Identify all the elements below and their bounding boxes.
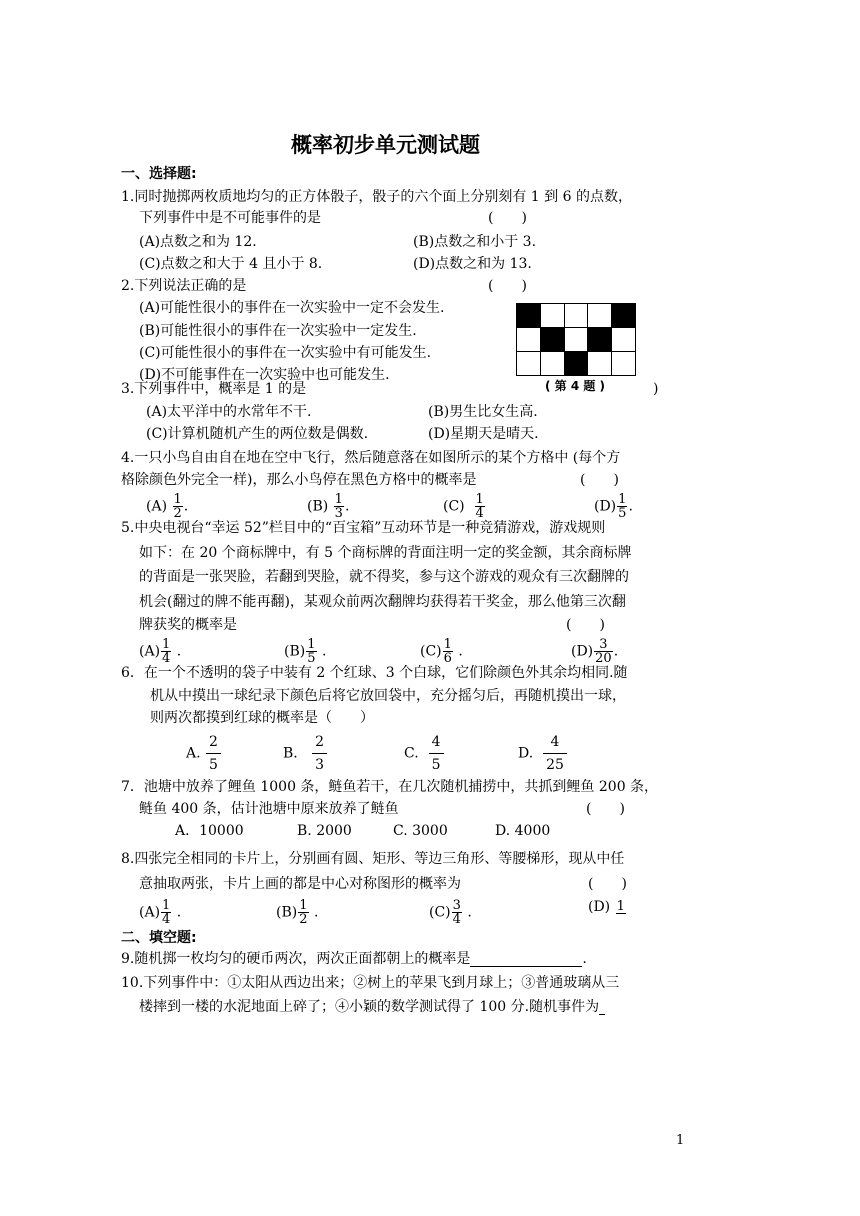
option-c: C. 3000 <box>393 823 448 839</box>
option-c: (C) $\frac{3}{4}$ . <box>429 898 472 927</box>
option-d: (D) 1 <box>588 899 625 915</box>
option-a: (A) $\frac{1}{2}$ . <box>146 492 189 521</box>
question-text: 1.同时抛掷两枚质地均匀的正方体骰子，骰子的六个面上分别刻有 1 到 6 的点数， <box>121 189 632 205</box>
option-a: (A)太平洋中的水常年不干. <box>146 404 312 420</box>
option-d: (D) $\frac{3}{20}$ . <box>571 637 619 666</box>
question-text: 6．在一个不透明的袋子中装有 2 个红球、3 个白球，它们除颜色外其余均相同.随 <box>121 665 628 681</box>
grid-cell-black <box>611 303 636 328</box>
question-text: 意抽取两张，卡片上画的都是中心对称图形的概率为 <box>139 876 461 892</box>
question-text: 8.四张完全相同的卡片上，分别画有圆、矩形、等边三角形、等腰梯形，现从中任 <box>121 851 625 867</box>
option-d: D. 4000 <box>495 823 551 839</box>
option-d: (D) $\frac{1}{5}$ . <box>594 492 633 521</box>
page-title: 概率初步单元测试题 <box>291 133 480 157</box>
option-a: (A) $\frac{1}{4}$ . <box>139 898 182 927</box>
figure-caption: ( 第 4 题 ) <box>545 379 606 393</box>
question-text: 4.一只小鸟自由自在地在空中飞行，然后随意落在如图所示的某个方格中 (每个方 <box>121 450 621 466</box>
question-text: 则两次都摸到红球的概率是（ ） <box>150 710 374 726</box>
answer-paren: ( ) <box>580 472 619 488</box>
question-text: 鲢鱼 400 条，估计池塘中原来放养了鲢鱼 <box>139 801 399 817</box>
section-heading-choice: 一、选择题: <box>121 166 197 182</box>
grid-cell-white <box>564 303 589 328</box>
question-text: 3.下列事件中，概率是 1 的是 <box>121 381 307 397</box>
option-b: (B) $\frac{1}{5}$ . <box>284 637 327 666</box>
option-b: (B)点数之和小于 3. <box>413 234 537 250</box>
option-d: (D)点数之和为 13. <box>413 256 532 272</box>
grid-cell-white <box>587 303 612 328</box>
grid-cell-black <box>540 327 565 352</box>
grid-cell-white <box>516 351 541 376</box>
option-b: (B) $\frac{1}{2}$ . <box>276 898 319 927</box>
answer-blank[interactable] <box>470 952 582 967</box>
answer-paren: ( ) <box>586 801 625 817</box>
option-c: (C) $\frac{1}{4}$ <box>443 492 484 521</box>
grid-cell-white <box>564 327 589 352</box>
option-a: (A)点数之和为 12. <box>139 234 257 250</box>
grid-cell-black <box>587 327 612 352</box>
grid-cell-white <box>540 351 565 376</box>
question-text: 7．池塘中放养了鲤鱼 1000 条，鲢鱼若干，在几次随机捕捞中，共抓到鲤鱼 200 条， <box>121 779 659 795</box>
grid-cell-white <box>540 303 565 328</box>
question-text: 牌获奖的概率是 <box>139 617 237 633</box>
grid-cell-black <box>564 351 589 376</box>
option-c: (C)可能性很小的事件在一次实验中有可能发生. <box>139 345 432 361</box>
section-heading-fill: 二、填空题: <box>121 930 197 946</box>
option-d: (D)星期天是晴天. <box>428 426 539 442</box>
grid-cell-white <box>587 351 612 376</box>
option-b: B. $\frac{2}{3}$ <box>283 733 328 774</box>
question-text: 楼摔到一楼的水泥地面上碎了；④小颖的数学测试得了 100 分.随机事件为 <box>139 999 605 1015</box>
option-b: (B)可能性很小的事件在一次实验中一定发生. <box>139 323 417 339</box>
answer-paren: ( ) <box>588 876 627 892</box>
grid-cell-white <box>516 327 541 352</box>
question-text: 机从中摸出一球纪录下颜色后将它放回袋中，充分摇匀后，再随机摸出一球， <box>150 688 626 704</box>
option-d: D. $\frac{4}{25}$ <box>518 733 568 774</box>
question-text: 2.下列说法正确的是 <box>121 278 247 294</box>
answer-paren: ) <box>653 381 659 397</box>
grid-cell-white <box>611 351 636 376</box>
option-c: C. $\frac{4}{5}$ <box>404 733 445 774</box>
option-b: (B) $\frac{1}{3}$ . <box>307 492 350 521</box>
question-text: 5.中央电视台“幸运 52”栏目中的“百宝箱”互动环节是一种竞猜游戏，游戏规则 <box>121 520 606 536</box>
question-text: 的背面是一张哭脸，若翻到哭脸，就不得奖，参与这个游戏的观众有三次翻牌的 <box>139 569 629 585</box>
option-a: (A) $\frac{1}{4}$ . <box>139 637 182 666</box>
question-text: 如下：在 20 个商标牌中，有 5 个商标牌的背面注明一定的奖金额，其余商标牌 <box>139 545 632 561</box>
option-c: (C)计算机随机产生的两位数是偶数. <box>146 426 369 442</box>
question-9: 9.随机掷一枚均匀的硬币两次，两次正面都朝上的概率是 . <box>121 951 587 967</box>
page-number: 1 <box>676 1133 685 1148</box>
option-a: A．10000 <box>175 823 244 839</box>
option-a: A. $\frac{2}{5}$ <box>186 733 222 774</box>
grid-cell-white <box>611 327 636 352</box>
question-text: 10.下列事件中：①太阳从西边出来；②树上的苹果飞到月球上；③普通玻璃从三 <box>121 975 620 991</box>
answer-paren: ( ) <box>488 278 527 294</box>
figure-grid <box>516 303 635 375</box>
question-text: 格除颜色外完全一样)，那么小鸟停在黑色方格中的概率是 <box>121 472 477 488</box>
option-c: (C) $\frac{1}{6}$ . <box>420 637 463 666</box>
answer-paren: ( ) <box>566 617 605 633</box>
question-text: 机会(翻过的牌不能再翻)，某观众前两次翻牌均获得若干奖金，那么他第三次翻 <box>139 594 626 610</box>
option-d: (D)不可能事件在一次实验中也可能发生. <box>139 367 390 383</box>
option-b: (B)男生比女生高. <box>428 404 538 420</box>
answer-blank[interactable] <box>599 1000 605 1015</box>
option-b: B. 2000 <box>297 823 352 839</box>
option-a: (A)可能性很小的事件在一次实验中一定不会发生. <box>139 300 445 316</box>
option-c: (C)点数之和大于 4 且小于 8. <box>139 256 323 272</box>
grid-cell-black <box>516 303 541 328</box>
answer-paren: ( ) <box>488 210 527 226</box>
question-text: 下列事件中是不可能事件的是 <box>139 210 321 226</box>
